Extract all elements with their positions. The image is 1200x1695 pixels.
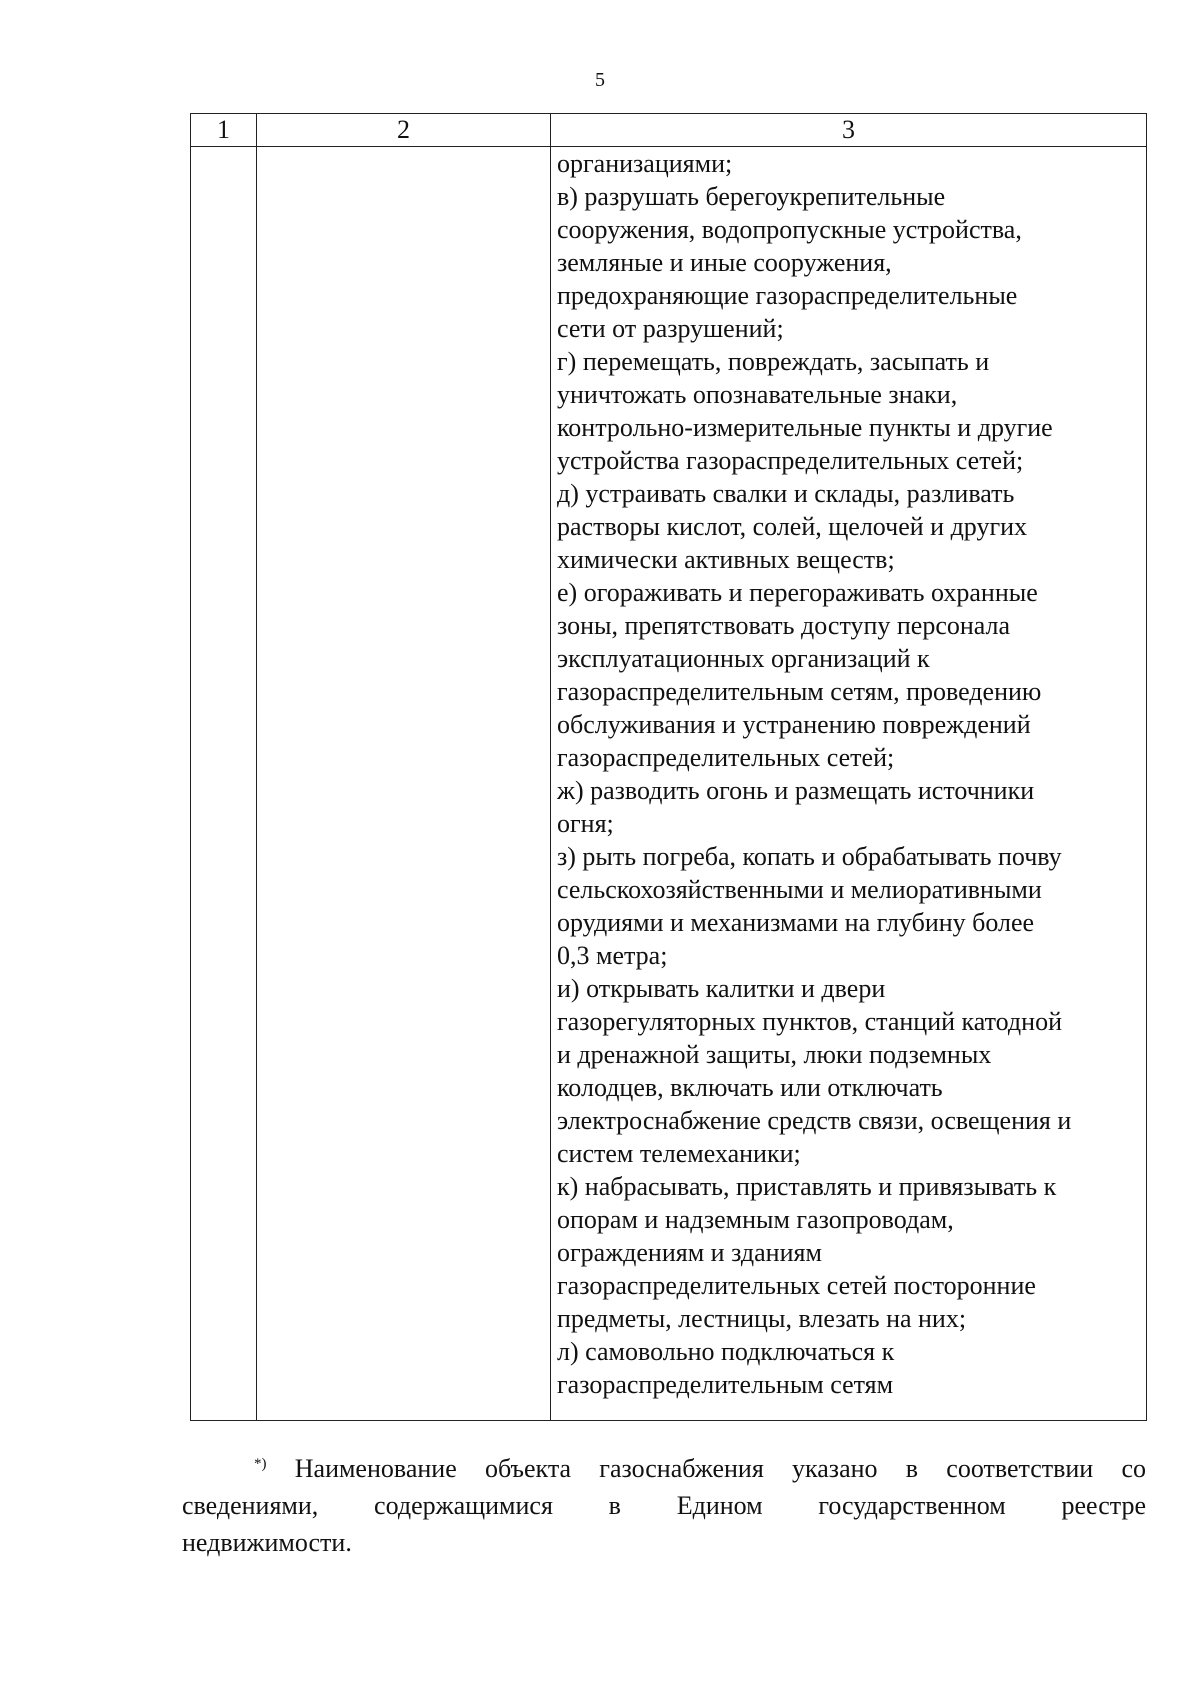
text-line: е) огораживать и перегораживать охранные	[557, 578, 1038, 607]
footnote-line-2: сведениями, содержащимися в Едином государственном реестре	[182, 1491, 1146, 1520]
text-line: в) разрушать берегоукрепительные	[557, 182, 946, 211]
text-line: устройства газораспределительных сетей;	[557, 446, 1024, 475]
table-cell-col1	[191, 147, 257, 1421]
text-line: сети от разрушений;	[557, 314, 784, 343]
footnote-marker: *)	[254, 1456, 267, 1472]
text-line: орудиями и механизмами на глубину более	[557, 908, 1035, 937]
text-line: ограждениям и зданиям	[557, 1238, 822, 1267]
prohibitions-list	[551, 147, 1146, 1401]
text-line: химически активных веществ;	[557, 545, 895, 574]
text-line: обслуживания и устранению повреждений	[557, 710, 1031, 739]
text-line: газораспределительных сетей;	[557, 743, 895, 772]
text-line: растворы кислот, солей, щелочей и других	[557, 512, 1028, 541]
text-line: эксплуатационных организаций к	[557, 644, 930, 673]
table-header-row	[191, 114, 1147, 147]
text-line: земляные и иные сооружения,	[557, 248, 892, 277]
text-line: к) набрасывать, приставлять и привязывать к	[557, 1172, 1057, 1201]
column-header-2: 2	[257, 114, 551, 147]
text-line: предметы, лестницы, влезать на них;	[557, 1304, 967, 1333]
text-line: г) перемещать, повреждать, засыпать и	[557, 347, 990, 376]
text-line: и) открывать калитки и двери	[557, 974, 886, 1003]
text-line: уничтожать опознавательные знаки,	[557, 380, 958, 409]
text-line: зоны, препятствовать доступу персонала	[557, 611, 1011, 640]
text-line: колодцев, включать или отключать	[557, 1073, 943, 1102]
text-line: газорегуляторных пунктов, станций катодной	[557, 1007, 1062, 1036]
text-line: предохраняющие газораспределительные	[557, 281, 1018, 310]
footnote-line-3: недвижимости.	[182, 1528, 352, 1557]
text-line: газораспределительных сетей посторонние	[557, 1271, 1036, 1300]
text-line: д) устраивать свалки и склады, разливать	[557, 479, 1015, 508]
text-line: и дренажной защиты, люки подземных	[557, 1040, 992, 1069]
text-line: организациями;	[557, 149, 733, 178]
footnote-line-1	[182, 1450, 1146, 1487]
footnote-text-1: Наименование объекта газоснабжения указано в соответствии со	[294, 1454, 1146, 1483]
text-line: газораспределительным сетям	[557, 1370, 894, 1399]
column-header-3: 3	[551, 114, 1147, 147]
table-row	[191, 147, 1147, 1421]
text-line: опорам и надземным газопроводам,	[557, 1205, 954, 1234]
text-line: сооружения, водопропускные устройства,	[557, 215, 1022, 244]
footnote	[182, 1450, 1146, 1561]
text-line: огня;	[557, 809, 614, 838]
table-cell-col3	[551, 147, 1147, 1421]
text-line: газораспределительным сетям, проведению	[557, 677, 1042, 706]
column-header-1: 1	[191, 114, 257, 147]
text-line: контрольно-измерительные пункты и другие	[557, 413, 1053, 442]
text-line: 0,3 метра;	[557, 941, 668, 970]
table-cell-col2	[257, 147, 551, 1421]
text-line: л) самовольно подключаться к	[557, 1337, 895, 1366]
text-line: систем телемеханики;	[557, 1139, 801, 1168]
text-line: сельскохозяйственными и мелиоративными	[557, 875, 1042, 904]
text-line: электроснабжение средств связи, освещения и	[557, 1106, 1072, 1135]
text-line: ж) разводить огонь и размещать источники	[557, 776, 1035, 805]
text-line: з) рыть погреба, копать и обрабатывать почву	[557, 842, 1062, 871]
document-table	[190, 113, 1147, 1421]
page-number: 5	[595, 69, 605, 91]
